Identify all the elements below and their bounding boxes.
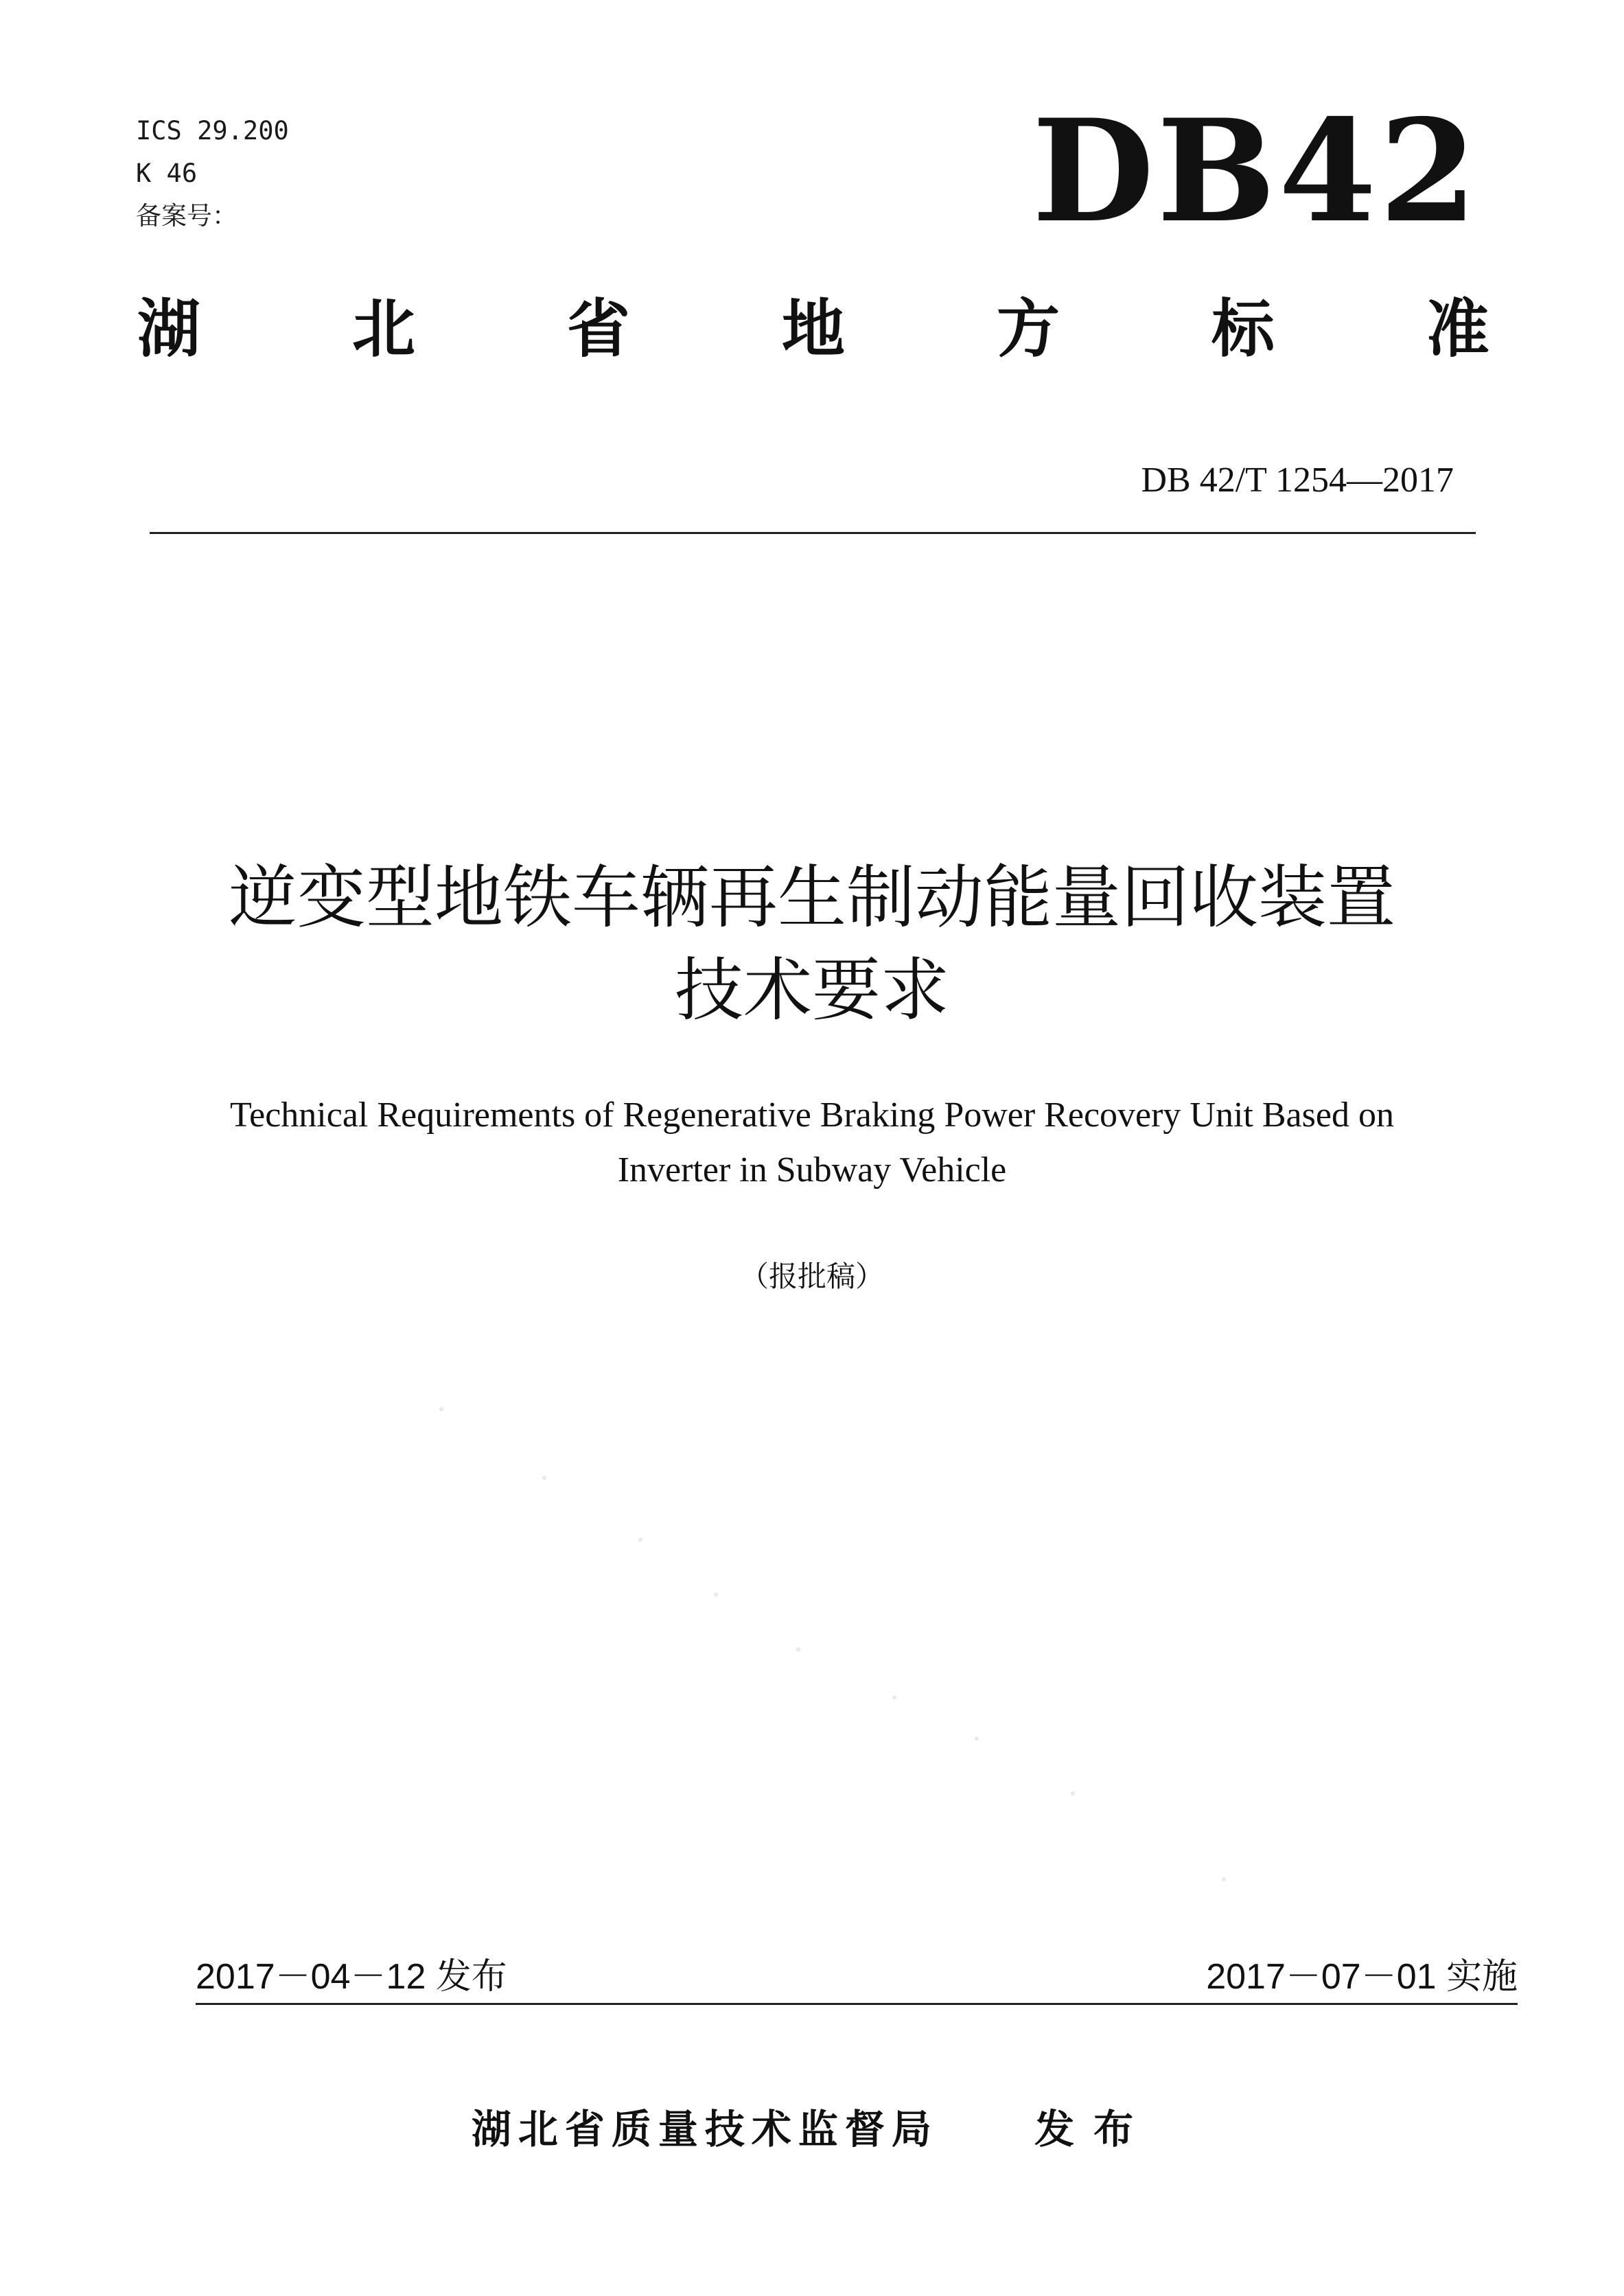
english-title — [0, 1088, 1624, 1198]
scan-speck — [796, 1647, 800, 1651]
scan-speck — [638, 1538, 642, 1542]
standard-type-char: 方 — [996, 292, 1060, 366]
classification-block — [136, 110, 289, 237]
scan-speck — [439, 1407, 443, 1411]
english-title-line-1: Technical Requirements of Regenerative Braking Power Recovery Unit Based on — [230, 1095, 1394, 1135]
english-title-line-2: Inverter in Subway Vehicle — [617, 1150, 1007, 1190]
scan-speck — [1071, 1791, 1075, 1796]
standard-type-char: 准 — [1426, 292, 1489, 366]
standard-type-char: 标 — [1211, 292, 1275, 366]
issue-action: 发布 — [1034, 2106, 1153, 2153]
issuer-line — [0, 2102, 1624, 2157]
draft-status: （报批稿） — [739, 1260, 884, 1293]
standard-code: DB 42/T 1254—2017 — [1141, 461, 1454, 500]
db42-mark: DB42 — [1032, 89, 1480, 254]
standard-type-char: 地 — [781, 292, 845, 366]
chinese-title-line-1: 逆变型地铁车辆再生制动能量回收装置 — [229, 857, 1395, 938]
standard-type-char: 北 — [351, 292, 415, 366]
scan-speck — [542, 1476, 546, 1480]
issuing-organization: 湖北省质量技术监督局 — [471, 2106, 938, 2153]
scan-speck — [975, 1737, 979, 1741]
effective-date: 2017－07－01 实施 — [1206, 1957, 1518, 1997]
chinese-title-line-2: 技术要求 — [675, 950, 949, 1030]
standard-type-heading — [137, 288, 1489, 371]
standard-type-char: 省 — [566, 292, 630, 366]
header-divider — [150, 532, 1476, 534]
chinese-title — [0, 851, 1624, 1036]
scan-speck — [714, 1592, 718, 1597]
footer-divider — [196, 2003, 1518, 2005]
publish-date: 2017－04－12 发布 — [196, 1957, 507, 1997]
scan-speck — [1222, 1877, 1226, 1881]
standard-type-char: 湖 — [137, 292, 201, 366]
ccs-code: K 46 — [136, 159, 198, 188]
scan-speck — [892, 1695, 896, 1700]
filing-number-label: 备案号： — [136, 201, 237, 231]
ics-code: ICS 29.200 — [136, 116, 289, 146]
